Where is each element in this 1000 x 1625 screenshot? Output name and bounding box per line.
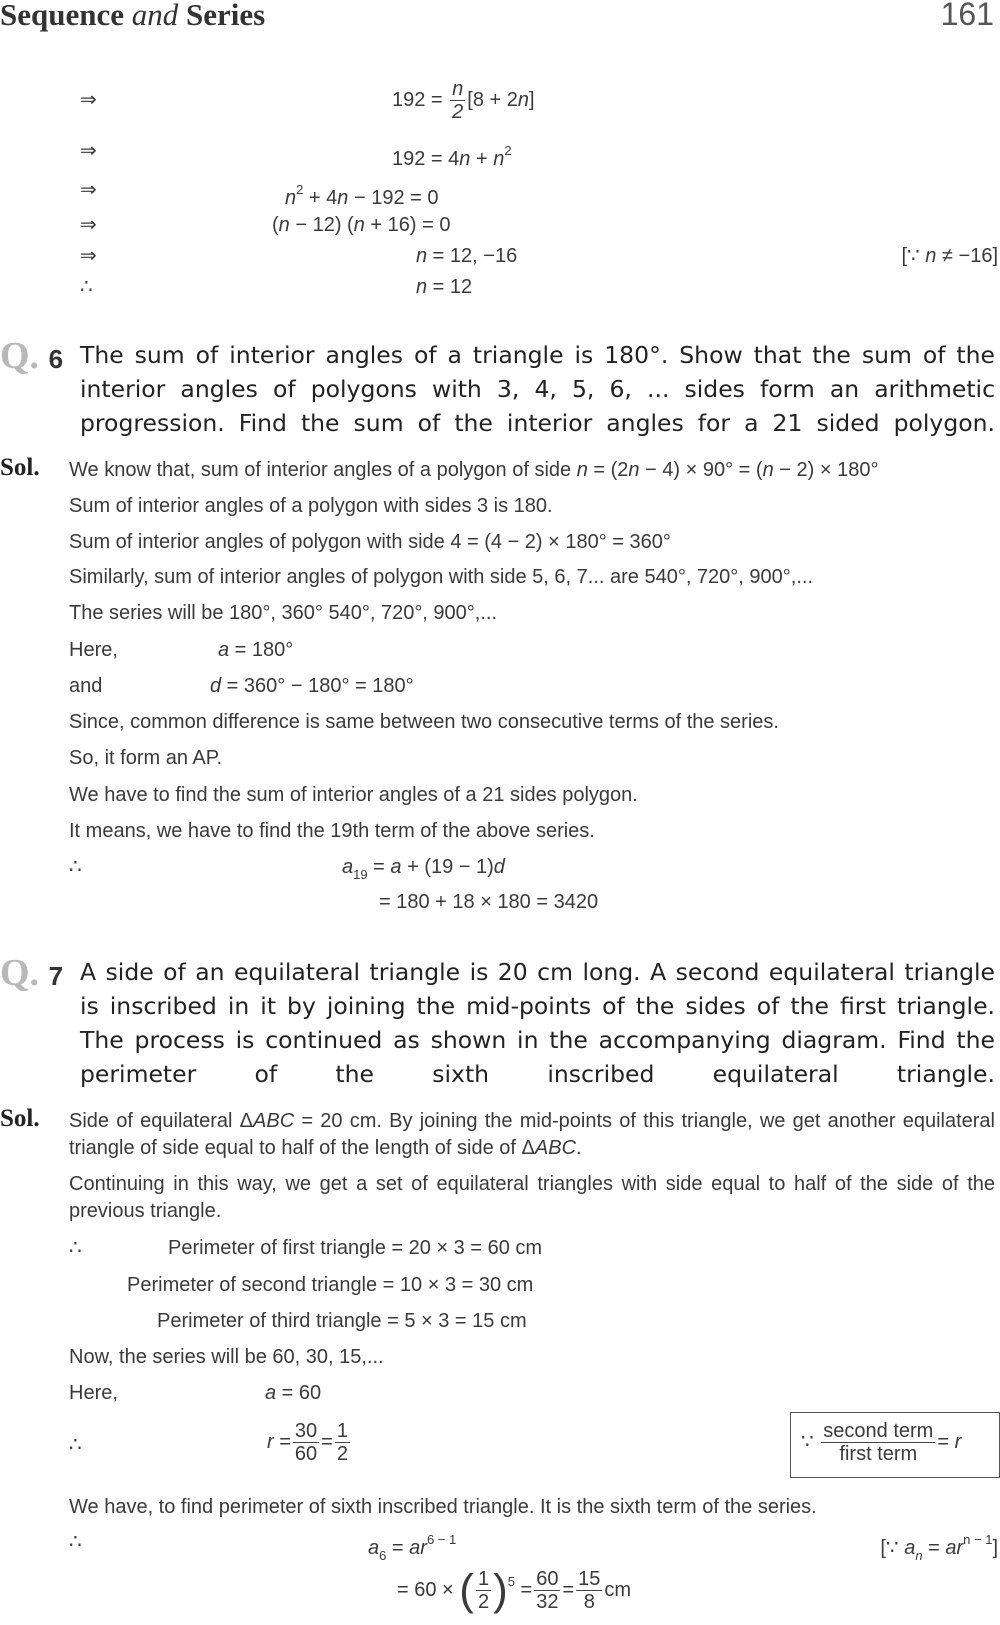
math-text: ≠ −16]	[936, 245, 998, 267]
math-text: .	[576, 1137, 582, 1159]
question-text: The sum of interior angles of a triangle is 180°. Show that the sum of the interior angles of polygons with 3, 4, 5, 6, ... sides form an arithmetic progression. Find the sum of the interior angles for a 21 sided polygon.	[80, 341, 995, 437]
math-text: [8 + 2	[467, 88, 518, 111]
math-text: a	[390, 856, 402, 878]
math-text: n	[459, 148, 471, 170]
solution-line	[69, 458, 878, 482]
math-text: n	[925, 245, 937, 267]
math-text: n	[285, 187, 297, 209]
question-number: 6	[48, 344, 64, 374]
math-text: (	[272, 214, 279, 236]
math-text: ABC	[534, 1137, 577, 1159]
math-text: = 60	[276, 1382, 322, 1404]
equation	[392, 78, 535, 123]
subscript: 19	[353, 867, 368, 882]
perimeter-line: Perimeter of third triangle = 5 × 3 = 15 cm	[157, 1310, 527, 1332]
math-text: a	[265, 1382, 277, 1404]
solution-label: Sol.	[0, 454, 40, 481]
equation	[368, 1528, 456, 1568]
math-text: a	[342, 856, 354, 878]
fraction-numerator: 60	[536, 1568, 559, 1590]
fraction-numerator: 1	[336, 1420, 348, 1442]
implies-symbol: ⇒	[80, 245, 97, 267]
superscript: n − 1	[963, 1532, 993, 1547]
solution-line: So, it form an AP.	[69, 747, 223, 769]
equation	[392, 139, 512, 171]
fraction-denominator: 60	[294, 1443, 318, 1465]
math-text: n	[493, 148, 505, 170]
math-text: = 12	[427, 276, 473, 298]
math-text: (	[459, 1565, 474, 1615]
fraction-denominator: 2	[336, 1443, 348, 1465]
math-text: 192 =	[392, 88, 449, 111]
math-text: n	[416, 276, 428, 298]
math-text: ]	[529, 88, 535, 111]
fraction	[293, 1420, 319, 1465]
equation	[416, 275, 472, 299]
fraction-numerator: second term	[823, 1420, 934, 1442]
math-text: = 180 + 18 × 180 = 3420	[379, 891, 599, 913]
math-text: )	[493, 1565, 508, 1615]
math-text: We know that, sum of interior angles of a polygon of side	[69, 459, 577, 481]
equation	[342, 855, 505, 887]
fraction	[476, 1568, 491, 1613]
implies-symbol: ⇒	[80, 140, 97, 162]
math-text: Side of equilateral Δ	[69, 1110, 254, 1132]
math-text: − 192 = 0	[348, 187, 439, 209]
question-marker	[0, 953, 63, 996]
fraction-numerator: n	[452, 78, 464, 100]
here-label: Here,	[69, 1382, 118, 1404]
equation	[285, 178, 438, 210]
math-text: = 12, −16	[427, 245, 518, 267]
superscript: 2	[296, 182, 304, 197]
math-text: a	[218, 639, 230, 661]
solution-line: We have to find the sum of interior angles of a 21 sides polygon.	[69, 784, 638, 806]
math-text: = 180°	[229, 639, 294, 661]
math-text: ar	[945, 1537, 964, 1559]
math-text: n	[353, 214, 365, 236]
solution-line: Similarly, sum of interior angles of polygon with side 5, 6, 7... are 540°, 720°, 900°,...	[69, 566, 814, 588]
equation	[272, 213, 450, 237]
therefore-symbol: ∴	[69, 856, 82, 878]
math-text: n	[762, 459, 774, 481]
subscript: 6	[379, 1548, 387, 1563]
fraction-denominator: 2	[477, 1591, 490, 1613]
solution-line: We have, to find perimeter of sixth inscribed triangle. It is the sixth term of the series.	[69, 1496, 817, 1518]
math-text: cm	[604, 1578, 632, 1601]
implies-symbol: ⇒	[80, 179, 97, 201]
question-q: Q.	[0, 952, 40, 994]
therefore-symbol: ∴	[69, 1531, 82, 1553]
and-label: and	[69, 675, 103, 697]
math-text: =	[514, 1578, 533, 1601]
math-text: +	[470, 148, 494, 170]
fraction-numerator: 15	[578, 1568, 601, 1590]
perimeter-line: Perimeter of second triangle = 10 × 3 = 30 cm	[127, 1274, 534, 1296]
chapter-header	[0, 0, 265, 32]
perimeter-line: Perimeter of first triangle = 20 × 3 = 60 cm	[168, 1237, 543, 1259]
math-text: =	[321, 1430, 333, 1453]
math-text: n	[416, 245, 428, 267]
math-text: n	[576, 459, 588, 481]
math-text: d	[210, 675, 222, 697]
equation	[218, 638, 293, 662]
superscript: 5	[507, 1573, 515, 1589]
superscript: 6 − 1	[426, 1532, 457, 1547]
therefore-symbol: ∴	[80, 276, 93, 298]
fraction	[335, 1420, 350, 1465]
math-text: r	[954, 1430, 962, 1453]
implies-symbol: ⇒	[80, 214, 97, 236]
solution-line: Sum of interior angles of polygon with side 4 = (4 − 2) × 180° = 360°	[69, 531, 671, 553]
solution-line: Since, common difference is same between two consecutive terms of the series.	[69, 711, 779, 733]
fraction-denominator: 32	[536, 1591, 559, 1613]
math-text: d	[493, 856, 505, 878]
equation	[379, 890, 598, 914]
fraction	[450, 78, 465, 123]
header-title: Sequence	[0, 0, 132, 32]
math-text: + (19 − 1)	[401, 856, 494, 878]
math-text: a	[368, 1537, 380, 1559]
math-text: − 12) (	[289, 214, 354, 236]
question-q: Q.	[0, 335, 40, 377]
question-number: 7	[48, 961, 64, 991]
math-text: =	[562, 1578, 575, 1601]
formula-note	[880, 1528, 998, 1568]
fraction	[534, 1568, 560, 1613]
math-text: = 60 ×	[397, 1578, 460, 1601]
solution-paragraph	[69, 1108, 995, 1162]
superscript: 2	[504, 143, 512, 158]
equation-note	[901, 244, 998, 268]
solution-line: The series will be 180°, 360° 540°, 720°, 900°,...	[69, 602, 498, 624]
equation	[416, 244, 517, 268]
solution-line: Now, the series will be 60, 30, 15,...	[69, 1346, 384, 1368]
therefore-symbol: ∴	[69, 1237, 82, 1259]
fraction-numerator: 30	[294, 1420, 318, 1442]
math-text: =	[386, 1537, 410, 1559]
math-text: − 4) × 90° = (	[639, 459, 763, 481]
math-text: ar	[409, 1537, 427, 1559]
therefore-symbol: ∴	[69, 1434, 82, 1456]
math-text: ]	[992, 1537, 998, 1559]
solution-paragraph: Continuing in this way, we get a set of equilateral triangles with side equal to half of the side of the previous triangle.	[69, 1173, 995, 1222]
equation	[265, 1381, 321, 1405]
implies-symbol: ⇒	[80, 89, 97, 111]
math-text: ABC	[253, 1110, 295, 1132]
math-text: =	[367, 856, 391, 878]
subscript: n	[915, 1548, 923, 1563]
header-title-series: Series	[178, 0, 266, 32]
here-label: Here,	[69, 639, 118, 661]
math-text: [∵	[901, 245, 926, 267]
math-text: r	[267, 1430, 274, 1453]
math-text: + 16) = 0	[364, 214, 451, 236]
fraction	[821, 1420, 935, 1465]
final-answer-equation	[397, 1565, 632, 1615]
math-text: = 360° − 180° = 180°	[221, 675, 414, 697]
fraction	[576, 1568, 602, 1613]
header-title-and: and	[131, 0, 179, 32]
ratio-equation	[267, 1420, 352, 1465]
solution-line: It means, we have to find the 19th term of the above series.	[69, 820, 595, 842]
fraction-numerator: 1	[477, 1568, 490, 1590]
ratio-note	[798, 1420, 990, 1465]
fraction-denominator: 8	[583, 1591, 595, 1613]
math-text: n	[628, 459, 640, 481]
math-text: = (2	[587, 459, 629, 481]
question-marker	[0, 336, 63, 379]
math-text: ∵	[801, 1430, 820, 1453]
fraction-denominator: 2	[452, 101, 464, 123]
math-text: n	[517, 88, 530, 111]
solution-label: Sol.	[0, 1105, 40, 1132]
math-text: =	[922, 1537, 946, 1559]
math-text: =	[937, 1430, 955, 1453]
math-text: + 4	[303, 187, 338, 209]
question-text: A side of an equilateral triangle is 20 cm long. A second equilateral triangle is inscribed in it by joining the mid-points of the sides of the first triangle. The process is continued as shown in the accompanying diagram. Find the perimeter of the sixth inscribed equilateral triangle.	[80, 958, 995, 1088]
math-text: = 20 cm. By joining the mid-points of this triangle, we get another equilateral triangle of side equal to half of the length of side of Δ	[69, 1110, 995, 1159]
page-number: 161	[940, 0, 994, 32]
math-text: n	[337, 187, 349, 209]
math-text: 192 = 4	[392, 148, 460, 170]
solution-line: Sum of interior angles of a polygon with sides 3 is 180.	[69, 495, 553, 517]
math-text: a	[904, 1537, 916, 1559]
fraction-denominator: first term	[839, 1443, 918, 1465]
math-text: − 2) × 180°	[773, 459, 879, 481]
math-text: [∵	[880, 1537, 905, 1559]
math-text: =	[273, 1430, 291, 1453]
equation	[210, 674, 414, 698]
math-text: n	[278, 214, 290, 236]
